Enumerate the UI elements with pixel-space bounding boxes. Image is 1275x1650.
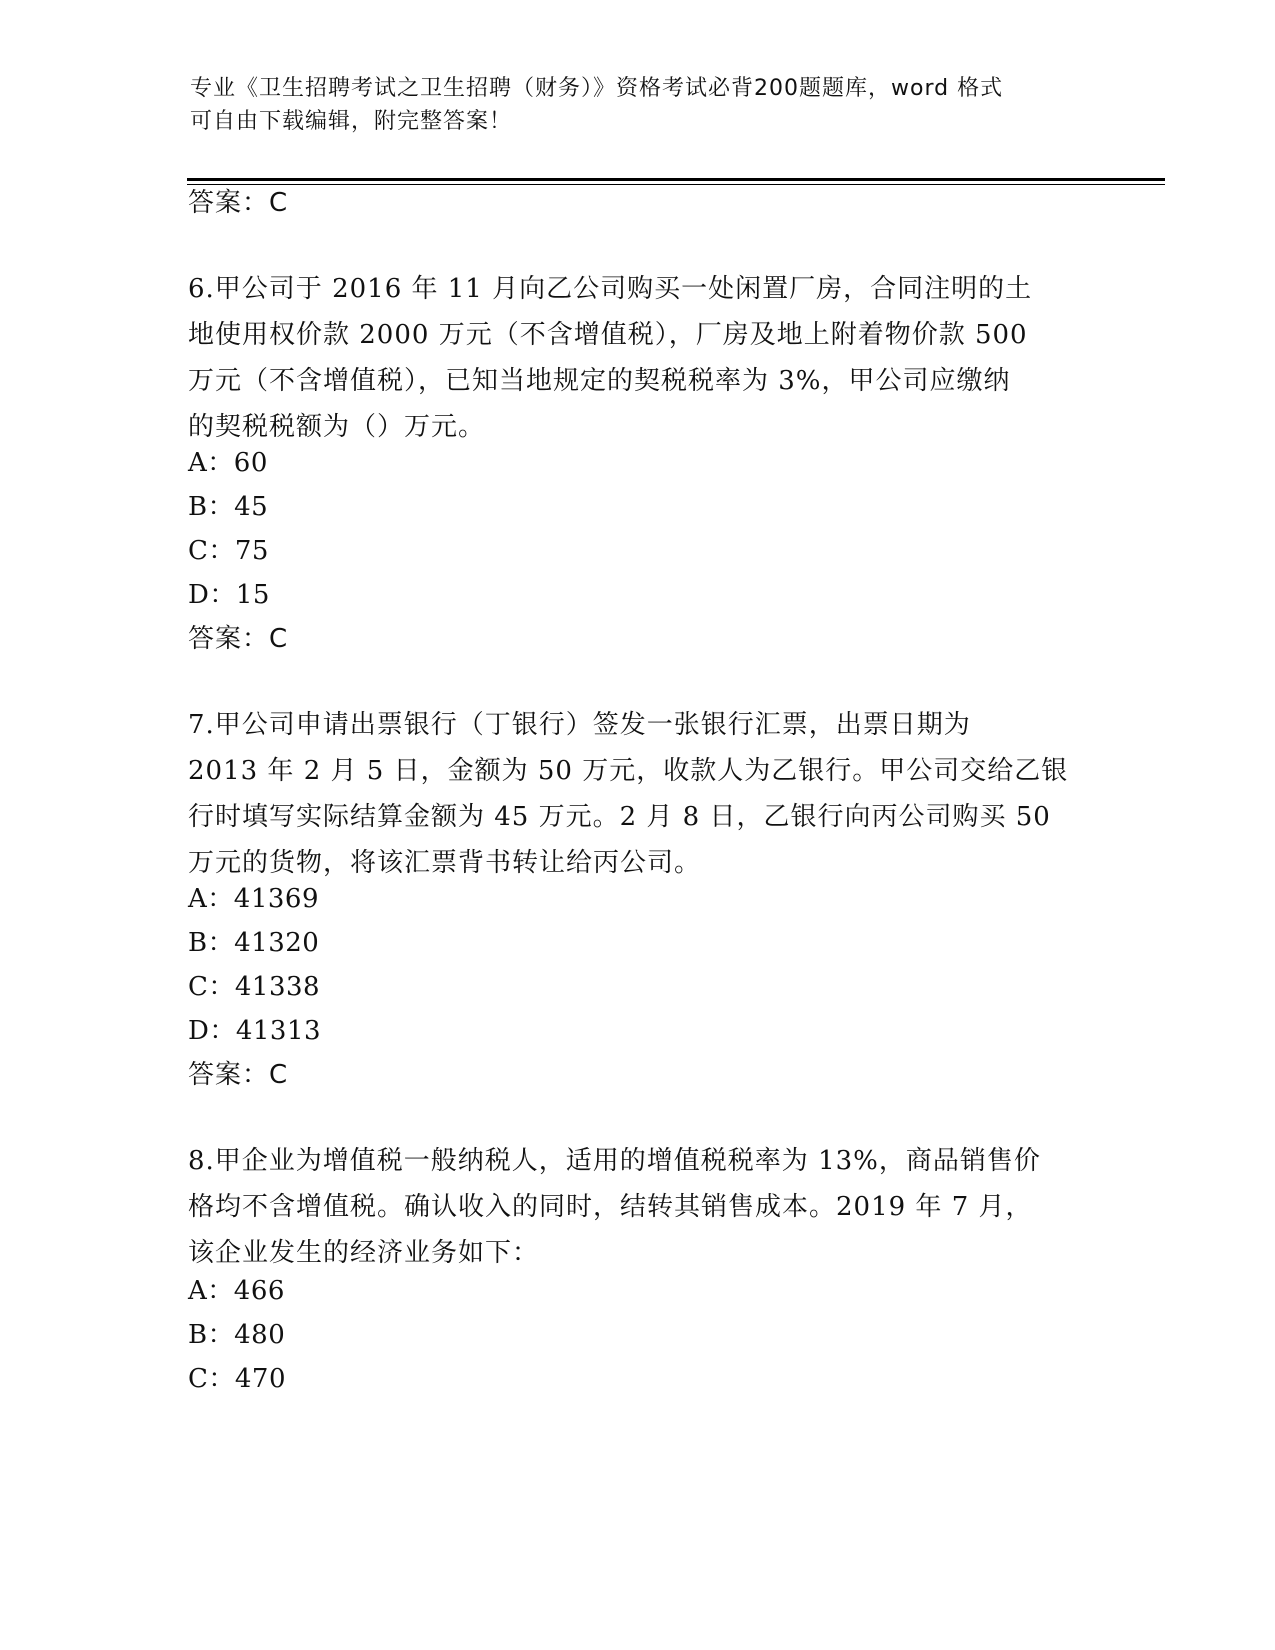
q6-option-b: B：45 bbox=[188, 492, 269, 522]
question-line: 该企业发生的经济业务如下： bbox=[188, 1238, 540, 1268]
question-8-text bbox=[188, 1138, 1088, 1276]
answer-q7: 答案：C bbox=[188, 1060, 289, 1090]
question-line: 的契税税额为（）万元。 bbox=[188, 412, 486, 442]
question-line: 万元（不含增值税），已知当地规定的契税税率为 3%，甲公司应缴纳 bbox=[188, 366, 1011, 396]
question-line: 格均不含增值税。确认收入的同时，结转其销售成本。2019 年 7 月， bbox=[188, 1192, 1033, 1222]
answer-q5: 答案：C bbox=[188, 188, 289, 218]
question-line: 地使用权价款 2000 万元（不含增值税），厂房及地上附着物价款 500 bbox=[188, 320, 1028, 350]
q7-option-b: B：41320 bbox=[188, 928, 320, 958]
answer-q6: 答案：C bbox=[188, 624, 289, 654]
question-line: 7.甲公司申请出票银行（丁银行）签发一张银行汇票，出票日期为 bbox=[188, 710, 971, 740]
q7-option-d: D：41313 bbox=[188, 1016, 322, 1046]
q8-option-a: A：466 bbox=[188, 1276, 285, 1306]
question-line: 8.甲企业为增值税一般纳税人，适用的增值税税率为 13%，商品销售价 bbox=[188, 1146, 1041, 1176]
question-6-text bbox=[188, 266, 1088, 450]
header-line-2: 可自由下载编辑，附完整答案！ bbox=[190, 109, 513, 134]
question-line: 万元的货物，将该汇票背书转让给丙公司。 bbox=[188, 848, 702, 878]
question-line: 6.甲公司于 2016 年 11 月向乙公司购买一处闲置厂房，合同注明的土 bbox=[188, 274, 1033, 304]
header-divider-thick bbox=[187, 178, 1165, 181]
question-7-text bbox=[188, 702, 1088, 886]
question-line: 2013 年 2 月 5 日，金额为 50 万元，收款人为乙银行。甲公司交给乙银 bbox=[188, 756, 1069, 786]
q6-option-a: A：60 bbox=[188, 448, 268, 478]
q6-option-d: D：15 bbox=[188, 580, 270, 610]
question-line: 行时填写实际结算金额为 45 万元。2 月 8 日，乙银行向丙公司购买 50 bbox=[188, 802, 1051, 832]
document-header bbox=[190, 72, 1090, 138]
q7-option-a: A：41369 bbox=[188, 884, 319, 914]
q8-option-b: B：480 bbox=[188, 1320, 286, 1350]
q6-option-c: C：75 bbox=[188, 536, 269, 566]
q8-option-c: C：470 bbox=[188, 1364, 287, 1394]
q7-option-c: C：41338 bbox=[188, 972, 321, 1002]
header-line-1: 专业《卫生招聘考试之卫生招聘（财务）》资格考试必背200题题库，word 格式 bbox=[190, 76, 1004, 101]
header-divider-thin bbox=[187, 184, 1165, 185]
